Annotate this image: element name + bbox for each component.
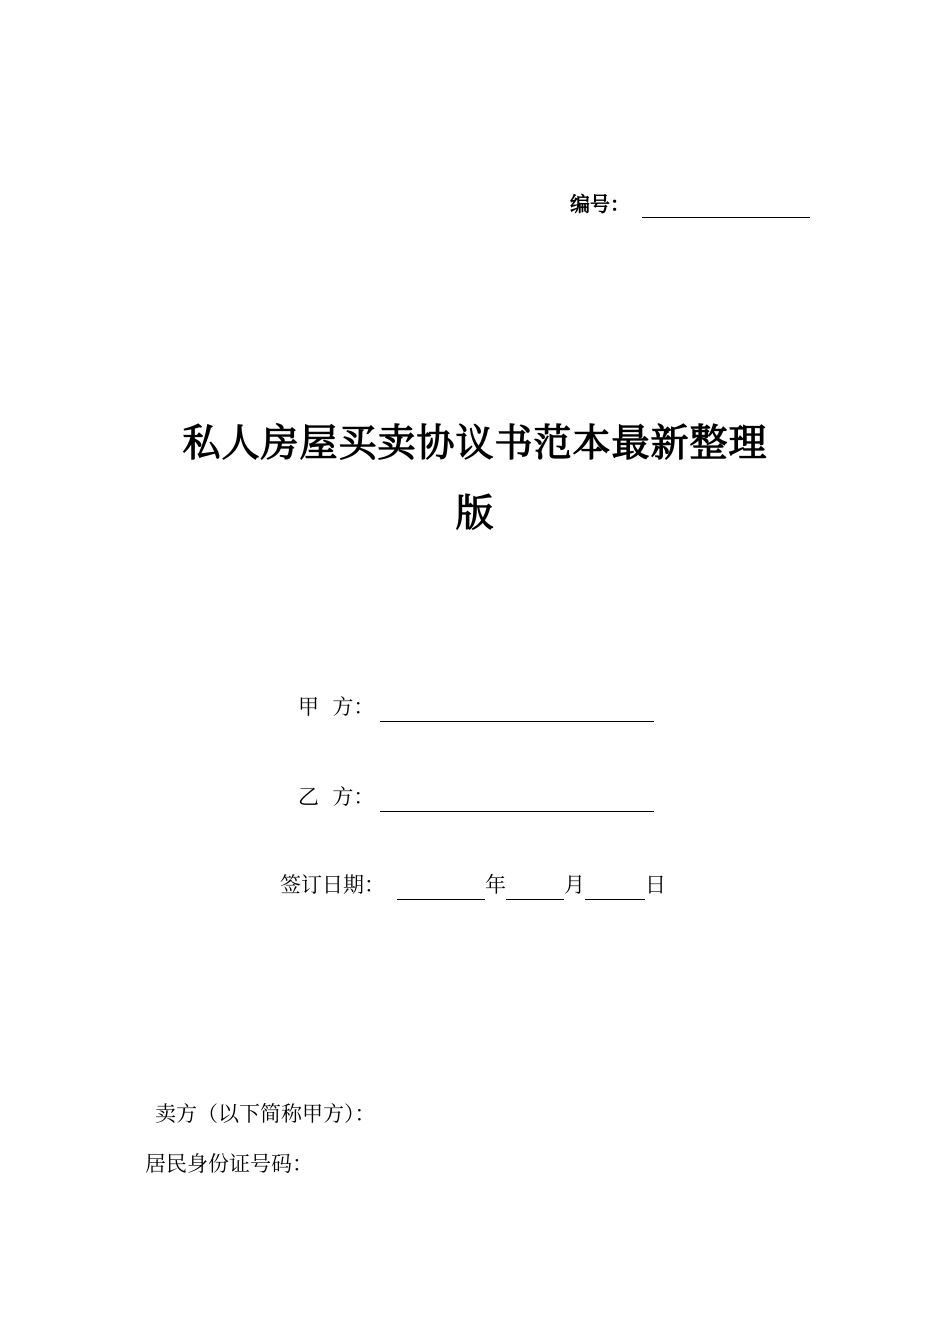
serial-number-label: 编号：	[570, 192, 630, 216]
id-number-line: 居民身份证号码：	[145, 1152, 313, 1176]
sign-date-label: 签订日期：	[280, 873, 385, 897]
year-blank	[397, 877, 485, 900]
document-title	[140, 408, 810, 548]
month-label: 月	[564, 873, 585, 897]
day-blank	[585, 877, 645, 900]
serial-number-blank	[642, 195, 810, 218]
document-title-line1: 私人房屋买卖协议书范本最新整理	[182, 421, 768, 465]
document-title-line2: 版	[455, 491, 495, 535]
day-label: 日	[645, 873, 666, 897]
party-a-blank	[380, 699, 654, 722]
party-a-field	[298, 692, 654, 722]
year-label: 年	[485, 873, 506, 897]
seller-line: 卖方（以下简称甲方）：	[155, 1102, 376, 1126]
party-a-label: 甲 方：	[298, 695, 375, 719]
party-b-blank	[380, 789, 654, 812]
party-b-field	[298, 782, 654, 812]
serial-number-field	[570, 190, 810, 218]
sign-date-field	[280, 870, 666, 900]
party-b-label: 乙 方：	[298, 785, 375, 809]
month-blank	[506, 877, 564, 900]
